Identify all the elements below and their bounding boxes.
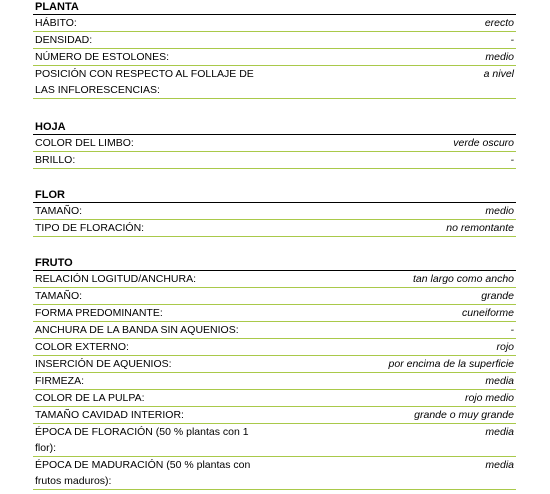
row-label: ÉPOCA DE FLORACIÓN (50 % plantas con 1 flor): xyxy=(35,426,249,454)
section-planta xyxy=(33,0,516,99)
table-row xyxy=(33,15,516,32)
section-title-hoja: HOJA xyxy=(33,120,516,135)
section-title-fruto: FRUTO xyxy=(33,256,516,271)
row-value: verde oscuro xyxy=(453,137,514,149)
row-label: TAMAÑO: xyxy=(35,205,83,217)
row-label: COLOR DEL LIMBO: xyxy=(35,137,134,149)
row-label: FIRMEZA: xyxy=(35,375,84,387)
row-label: TAMAÑO: xyxy=(35,290,83,302)
table-row xyxy=(33,305,516,322)
row-value: rojo xyxy=(496,341,514,353)
row-label: COLOR EXTERNO: xyxy=(35,341,129,353)
row-value: - xyxy=(510,324,514,336)
table-row xyxy=(33,152,516,169)
row-value: - xyxy=(510,34,514,46)
row-value: no remontante xyxy=(446,222,514,234)
row-label: ÉPOCA DE MADURACIÓN (50 % plantas con frutos maduros): xyxy=(35,459,251,487)
row-value: medio xyxy=(485,51,514,63)
row-value: media xyxy=(485,426,514,438)
row-label: DENSIDAD: xyxy=(35,34,93,46)
table-row xyxy=(33,271,516,288)
row-value: tan largo como ancho xyxy=(413,273,514,285)
row-value: media xyxy=(485,459,514,471)
row-label: BRILLO: xyxy=(35,154,76,166)
row-value: grande o muy grande xyxy=(414,409,514,421)
table-row xyxy=(33,135,516,152)
row-label: NÚMERO DE ESTOLONES: xyxy=(35,51,169,63)
table-row xyxy=(33,32,516,49)
section-title-planta: PLANTA xyxy=(33,0,516,15)
section-fruto xyxy=(33,256,516,490)
row-label: INSERCIÓN DE AQUENIOS: xyxy=(35,358,172,370)
row-label: FORMA PREDOMINANTE: xyxy=(35,307,163,319)
table-row xyxy=(33,49,516,66)
section-hoja xyxy=(33,120,516,169)
section-flor xyxy=(33,188,516,237)
table-row xyxy=(33,373,516,390)
row-value: rojo medio xyxy=(464,392,514,404)
row-label: TAMAÑO CAVIDAD INTERIOR: xyxy=(35,409,184,421)
row-label: POSICIÓN CON RESPECTO AL FOLLAJE DE LAS INFLORESCENCIAS: xyxy=(35,68,254,96)
row-value: cuneiforme xyxy=(462,307,514,319)
table-row xyxy=(33,220,516,237)
row-value: - xyxy=(510,154,514,166)
table-row xyxy=(33,356,516,373)
table-row xyxy=(33,390,516,407)
row-label: ANCHURA DE LA BANDA SIN AQUENIOS: xyxy=(35,324,239,336)
section-title-flor: FLOR xyxy=(33,188,516,203)
row-label: RELACIÓN LOGITUD/ANCHURA: xyxy=(35,273,197,285)
row-value: medio xyxy=(485,205,514,217)
row-label: TIPO DE FLORACIÓN: xyxy=(35,222,145,234)
table-row xyxy=(33,457,516,490)
row-value: por encima de la superficie xyxy=(388,358,514,370)
row-value: media xyxy=(485,375,514,387)
table-row xyxy=(33,288,516,305)
row-value: erecto xyxy=(484,17,514,29)
table-row xyxy=(33,203,516,220)
row-value: grande xyxy=(481,290,514,302)
table-row xyxy=(33,322,516,339)
table-row xyxy=(33,339,516,356)
row-label: HÁBITO: xyxy=(35,17,77,29)
row-value: a nivel xyxy=(483,68,514,80)
table-row xyxy=(33,66,516,99)
row-label: COLOR DE LA PULPA: xyxy=(35,392,145,404)
table-row xyxy=(33,407,516,424)
table-row xyxy=(33,424,516,457)
